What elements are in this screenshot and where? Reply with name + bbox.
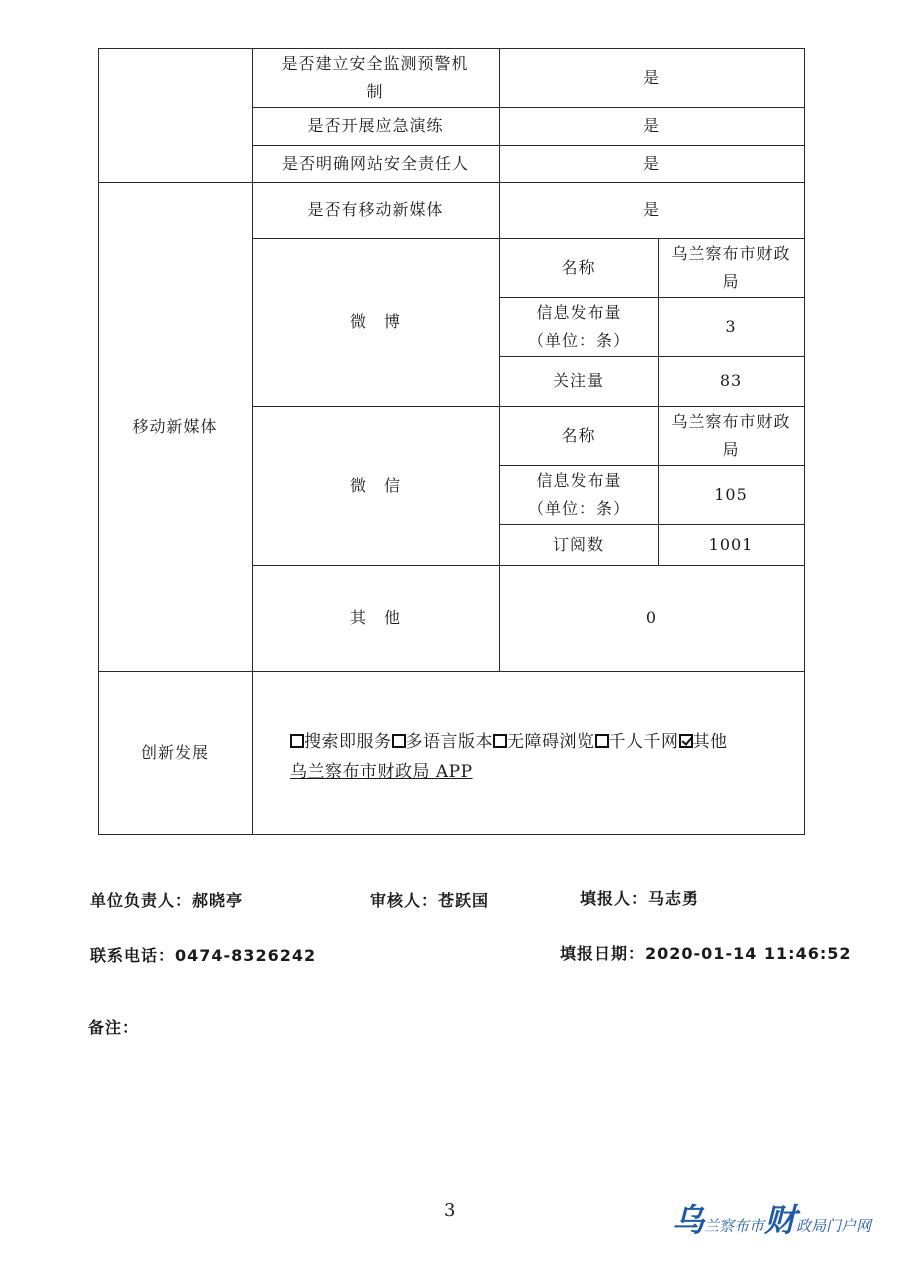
portal-logo: 乌兰察布市财政局门户网: [672, 1201, 872, 1239]
page-number: 3: [444, 1200, 456, 1221]
innovation-section-label: 创新发展: [140, 742, 209, 762]
option-other[interactable]: 其他: [679, 732, 728, 752]
wechat-subscribers-value: 1001: [708, 534, 754, 554]
wechat-subscribers-label: 订阅数: [552, 534, 604, 554]
has-mobile-answer: 是: [642, 200, 660, 219]
has-mobile-question: 是否有移动新媒体: [307, 200, 444, 219]
wechat-label: 微 信: [349, 475, 401, 495]
drill-question: 是否开展应急演练: [307, 116, 444, 135]
wechat-name-label: 名称: [561, 425, 596, 445]
weibo-followers-label: 关注量: [552, 371, 604, 390]
responsible-answer: 是: [642, 153, 660, 173]
fill-date: 填报日期：2020-01-14 11:46:52: [560, 944, 852, 963]
innovation-options: [290, 727, 800, 787]
checkbox-checked-icon[interactable]: [679, 734, 693, 748]
checkbox-icon[interactable]: [595, 734, 609, 748]
innovation-other-text: 乌兰察布市财政局 APP: [290, 762, 473, 782]
wechat-posts-value: 105: [714, 484, 748, 504]
unit-head: 单位负责人：郝晓亭: [90, 891, 244, 910]
contact-phone: 联系电话：0474-8326242: [90, 946, 317, 965]
option-personalized[interactable]: 千人千网: [595, 732, 679, 752]
reviewer: 审核人：苍跃国: [370, 891, 490, 910]
remarks: 备注：: [88, 1018, 140, 1037]
other-value: 0: [645, 608, 658, 627]
filler: 填报人：马志勇: [580, 889, 700, 908]
option-search-service[interactable]: 搜索即服务: [290, 732, 392, 752]
option-accessibility[interactable]: 无障碍浏览: [493, 732, 595, 752]
other-label: 其 他: [349, 608, 401, 627]
checkbox-icon[interactable]: [392, 734, 406, 748]
weibo-label: 微 博: [349, 312, 401, 331]
weibo-name-label: 名称: [561, 257, 596, 277]
responsible-question: 是否明确网站安全责任人: [281, 153, 469, 173]
wechat-name-value: 乌兰察布市财政局: [671, 411, 791, 459]
checkbox-icon[interactable]: [493, 734, 507, 748]
drill-answer: 是: [642, 116, 660, 135]
wechat-posts-label: 信息发布量（单位：条）: [527, 470, 630, 518]
checkbox-icon[interactable]: [290, 734, 304, 748]
weibo-followers-value: 83: [719, 371, 743, 390]
weibo-posts-label: 信息发布量（单位：条）: [527, 302, 630, 350]
mobile-section-label: 移动新媒体: [132, 416, 218, 436]
monitoring-answer: 是: [642, 67, 660, 87]
monitoring-question: 是否建立安全监测预警机制: [281, 53, 469, 101]
option-multilingual[interactable]: 多语言版本: [392, 732, 494, 752]
weibo-name-value: 乌兰察布市财政局: [671, 243, 791, 291]
weibo-posts-value: 3: [725, 316, 737, 336]
